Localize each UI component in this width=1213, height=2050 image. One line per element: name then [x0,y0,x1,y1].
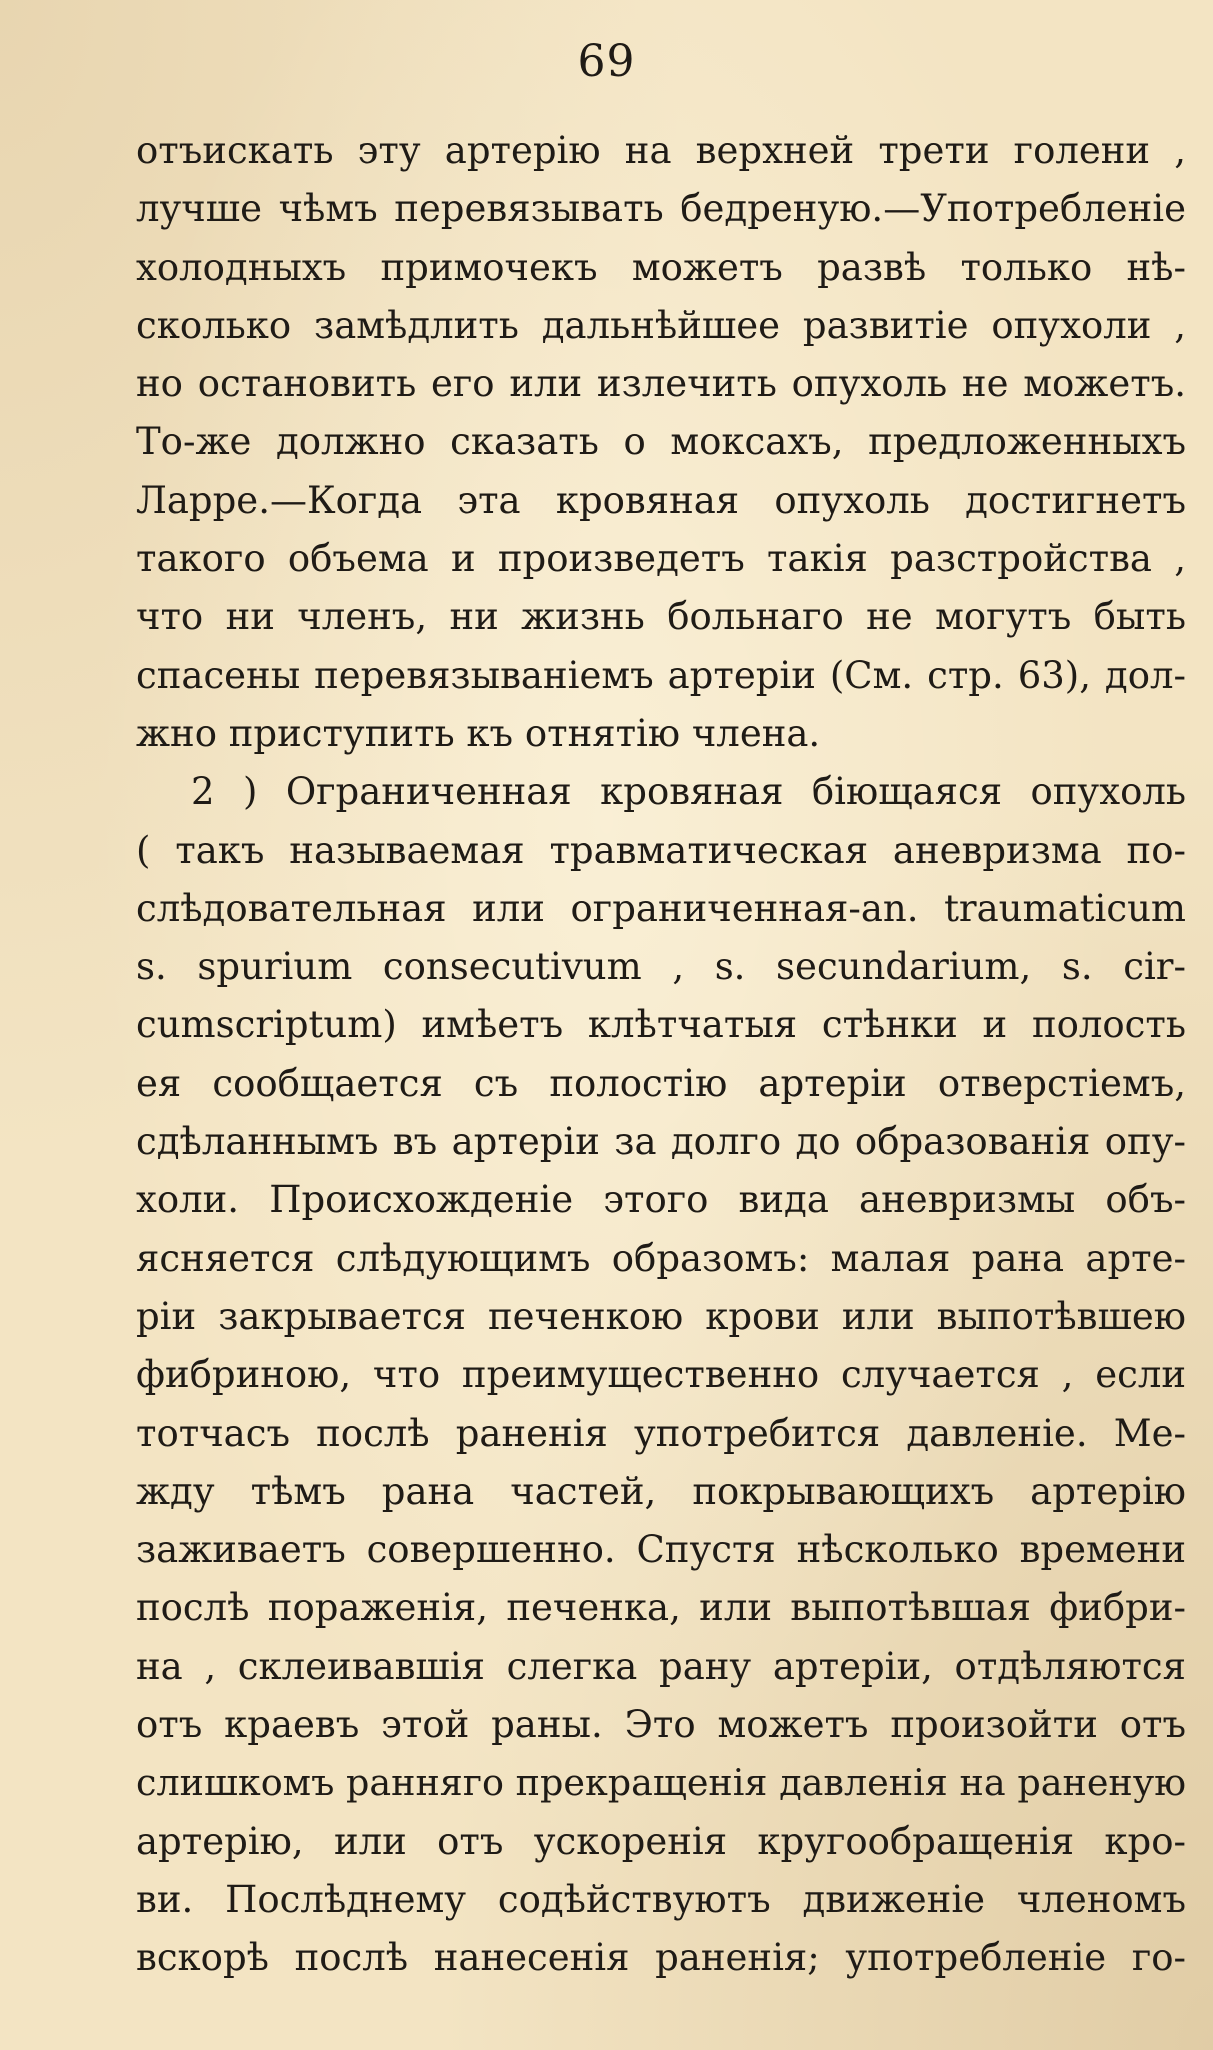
text-line: Ларре.—Когда эта кровяная опухоль достигнетъ [136,478,1186,522]
text-line: спасены перевязываніемъ артеріи (См. стр. 63), дол- [136,653,1186,697]
text-line: заживаетъ совершенно. Спустя нѣсколько времени [136,1528,1186,1572]
text-line: что ни членъ, ни жизнь больнаго не могутъ быть [136,595,1186,639]
text-line: cumscriptum) имѣетъ клѣтчатыя стѣнки и полость [136,1003,1186,1047]
text-line: s. spurium consecutivum , s. secundarium, s. cir- [136,945,1186,989]
text-line: сколько замѣдлить дальнѣйшее развитіе опухоли , [136,303,1186,347]
text-line: фибриною, что преимущественно случается , если [136,1353,1186,1397]
body-text [136,122,1186,1988]
text-line: ( такъ называемая травматическая аневризма по- [136,828,1186,872]
text-line: такого объема и произведетъ такія разстройства , [136,537,1186,581]
text-line: ея сообщается съ полостію артеріи отверстіемъ, [136,1061,1186,1105]
text-line: жду тѣмъ рана частей, покрывающихъ артерію [136,1469,1186,1513]
text-line: тотчасъ послѣ раненія употребится давленіе. Ме- [136,1411,1186,1455]
text-line: вскорѣ послѣ нанесенія раненія; употребленіе го- [136,1936,1186,1980]
text-line: ясняется слѣдующимъ образомъ: малая рана арте- [136,1236,1186,1280]
text-line: ви. Послѣднему содѣйствуютъ движеніе членомъ [136,1877,1186,1921]
text-line: отъ краевъ этой раны. Это можетъ произойти отъ [136,1703,1186,1747]
paragraph-start-line: 2 ) Ограниченная кровяная біющаяся опухоль [191,770,1186,814]
page-number: 69 [577,36,636,87]
text-line: послѣ пораженія, печенка, или выпотѣвшая фибри- [136,1586,1186,1630]
text-line: на , склеивавшія слегка рану артеріи, отдѣляются [136,1644,1186,1688]
text-line: отъискать эту артерію на верхней трети голени , [136,129,1186,172]
text-line: холи. Происхожденіе этого вида аневризмы объ- [136,1178,1186,1222]
paragraph-end-line: жно приступить къ отнятію члена. [136,711,821,755]
text-line: слѣдовательная или ограниченная-an. traumaticum [136,886,1186,930]
text-line: артерію, или отъ ускоренія кругообращенія кро- [136,1819,1186,1863]
text-line: но остановить его или излечить опухоль не можетъ. [136,362,1186,406]
text-line: лучше чѣмъ перевязывать бедреную.—Употребленіе [136,187,1186,231]
text-line: То-же должно сказать о моксахъ, предложенныхъ [136,420,1186,464]
text-line: холодныхъ примочекъ можетъ развѣ только нѣ- [136,245,1186,289]
text-line: ріи закрывается печенкою крови или выпотѣвшею [136,1294,1186,1338]
text-line: слишкомъ ранняго прекращенія давленія на раненую [136,1761,1186,1805]
text-line: сдѣланнымъ въ артеріи за долго до образованія опу- [136,1120,1186,1164]
